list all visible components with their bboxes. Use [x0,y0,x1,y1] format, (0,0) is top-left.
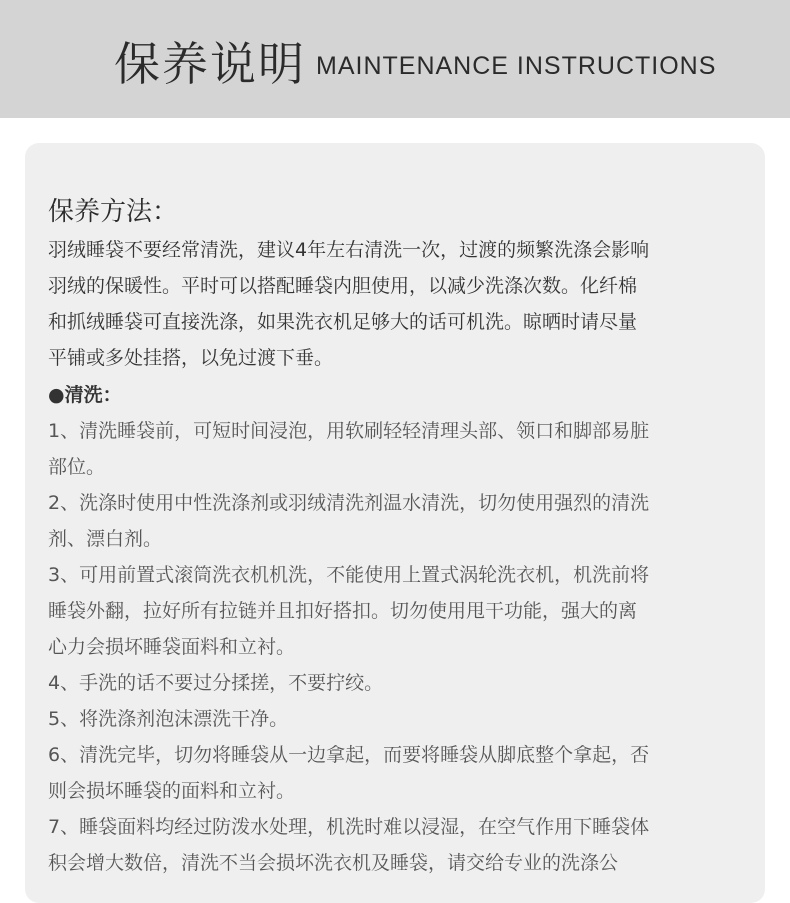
item-6-line: 则会损坏睡袋的面料和立衬。 [48,780,296,802]
item-5-line: 5、将洗涤剂泡沫漂洗干净。 [48,708,289,730]
item-3-line: 3、可用前置式滚筒洗衣机机洗，不能使用上置式涡轮洗衣机，机洗前将 [48,564,650,586]
item-1-line: 1、清洗睡袋前，可短时间浸泡，用软刷轻轻清理头部、领口和脚部易脏 [48,420,650,442]
intro-line: 羽绒的保暖性。平时可以搭配睡袋内胆使用，以减少洗涤次数。化纤棉 [48,275,638,297]
item-7-line: 积会增大数倍，清洗不当会损坏洗衣机及睡袋，请交给专业的洗涤公 [48,852,619,874]
section-title: 保养方法： [48,197,179,227]
item-3-line: 心力会损坏睡袋面料和立衬。 [48,636,296,658]
intro-line: 羽绒睡袋不要经常清洗，建议4年左右清洗一次，过渡的频繁洗涤会影响 [48,239,650,261]
intro-line: 和抓绒睡袋可直接洗涤，如果洗衣机足够大的话可机洗。晾晒时请尽量 [48,311,638,333]
item-2-line: 剂、漂白剂。 [48,528,163,550]
item-2-line: 2、洗涤时使用中性洗涤剂或羽绒清洗剂温水清洗，切勿使用强烈的清洗 [48,492,650,514]
wash-heading: ●清洗： [48,384,122,406]
page-header [0,0,790,118]
item-1-line: 部位。 [48,456,106,478]
intro-line: 平铺或多处挂搭，以免过渡下垂。 [48,347,334,369]
item-6-line: 6、清洗完毕，切勿将睡袋从一边拿起，而要将睡袋从脚底整个拿起，否 [48,744,650,766]
item-7-line: 7、睡袋面料均经过防泼水处理，机洗时难以浸湿，在空气作用下睡袋体 [48,816,650,838]
item-4-line: 4、手洗的话不要过分揉搓，不要拧绞。 [48,672,384,694]
item-3-line: 睡袋外翻，拉好所有拉链并且扣好搭扣。切勿使用甩干功能，强大的离 [48,600,638,622]
header-title-cn: 保养说明 [114,37,306,91]
header-title-en: MAINTENANCE INSTRUCTIONS [316,52,717,80]
